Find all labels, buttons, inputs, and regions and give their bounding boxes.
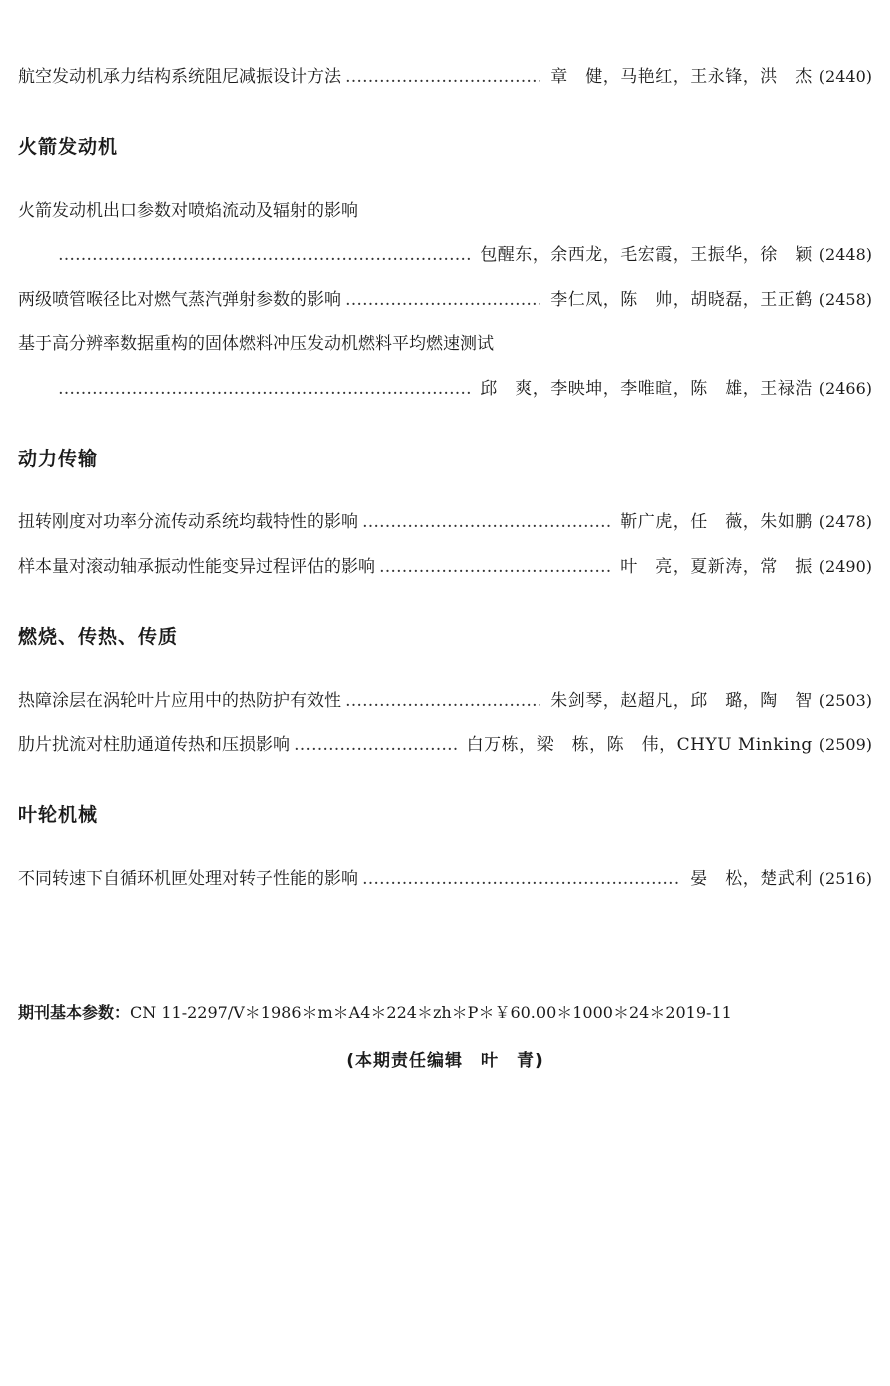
entry-authors: 靳广虎，任 薇，朱如鹏 [620,512,813,532]
entry-page: (2440) [818,67,872,86]
leader-dots [58,376,470,402]
entry-authors: 叶 亮，夏新涛，常 振 [620,557,813,577]
leader-dots [362,866,680,892]
toc-entry [18,866,872,892]
entry-title: 两级喷管喉径比对燃气蒸汽弹射参数的影响 [18,290,341,310]
entry-title: 热障涂层在涡轮叶片应用中的热防护有效性 [18,691,341,711]
leader-dots [294,732,457,758]
toc-entry [18,331,872,357]
toc-entry [18,198,872,224]
toc-entry [18,64,872,90]
journal-params [18,1000,732,1023]
entry-authors: 章 健，马艳红，王永锋，洪 杰 [550,67,813,87]
entry-page: (2448) [818,245,872,264]
entry-title: 航空发动机承力结构系统阻尼减振设计方法 [18,67,341,87]
toc-entry [18,688,872,714]
entry-title: 扭转刚度对功率分流传动系统均载特性的影响 [18,512,358,532]
entry-authors: 李仁凤，陈 帅，胡晓磊，王正鹤 [550,290,813,310]
entry-page: (2516) [818,869,872,888]
entry-title: 火箭发动机出口参数对喷焰流动及辐射的影响 [18,201,358,221]
section-heading: 叶轮机械 [18,804,99,826]
entry-authors: 包醒东，余西龙，毛宏霞，王振华，徐 颖 [480,245,813,265]
entry-authors: 晏 松，楚武利 [690,869,813,889]
section-heading: 动力传输 [18,448,99,470]
entry-title: 不同转速下自循环机匣处理对转子性能的影响 [18,869,358,889]
leader-dots [379,554,610,580]
leader-dots [345,287,540,313]
entry-title: 基于高分辨率数据重构的固体燃料冲压发动机燃料平均燃速测试 [18,334,494,354]
entry-title: 肋片扰流对柱肋通道传热和压损影响 [18,735,290,755]
entry-page: (2458) [818,290,872,309]
issue-editor: (本期责任编辑 叶 青) [346,1051,544,1071]
leader-dots [362,509,610,535]
leader-dots [345,64,540,90]
toc-entry [18,287,872,313]
section-heading: 火箭发动机 [18,136,119,158]
entry-page: (2478) [818,512,872,531]
toc-entry [18,554,872,580]
entry-title: 样本量对滚动轴承振动性能变异过程评估的影响 [18,557,375,577]
entry-authors: 白万栋，梁 栋，陈 伟，CHYU Minking [466,735,813,755]
entry-page: (2466) [818,379,872,398]
journal-params-label: 期刊基本参数： [18,1003,131,1022]
entry-page: (2509) [818,735,872,754]
toc-entry-continuation [58,376,872,402]
toc-entry [18,732,872,758]
leader-dots [345,688,540,714]
entry-authors: 邱 爽，李映坤，李唯暄，陈 雄，王禄浩 [480,379,813,399]
toc-entry-continuation [58,242,872,268]
toc-entry [18,509,872,535]
entry-page: (2490) [818,557,872,576]
entry-page: (2503) [818,691,872,710]
entry-authors: 朱剑琴，赵超凡，邱 璐，陶 智 [550,691,813,711]
leader-dots [58,242,470,268]
journal-params-value: CN 11-2297/V＊1986＊m＊A4＊224＊zh＊P＊￥60.00＊1000＊24＊2019-11 [130,1003,732,1022]
section-heading: 燃烧、传热、传质 [18,626,179,648]
